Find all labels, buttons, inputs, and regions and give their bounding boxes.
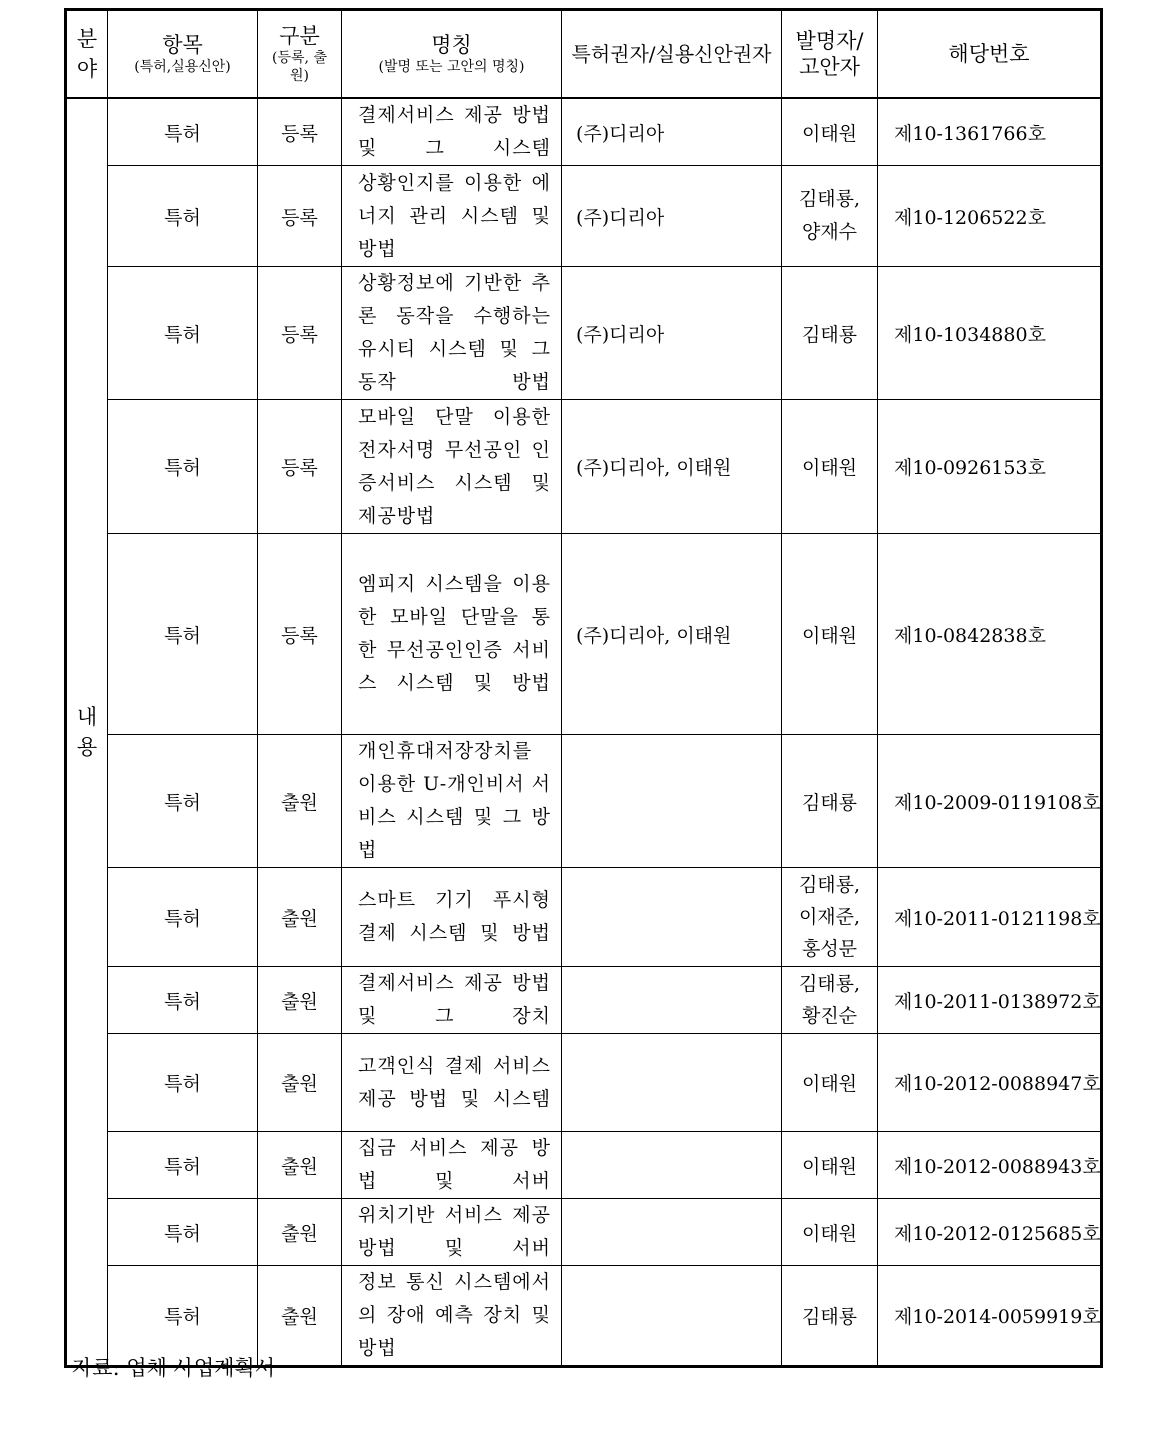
inventor-cell: 이태원 [782, 1132, 878, 1199]
number-cell: 제10-0926153호 [878, 400, 1102, 534]
number-cell: 제10-1206522호 [878, 166, 1102, 267]
header-number [878, 10, 1102, 99]
holder-cell [562, 1132, 782, 1199]
holder-cell: (주)디리아 [562, 267, 782, 400]
table-row [66, 534, 1102, 735]
item-cell: 특허 [108, 967, 258, 1034]
inventor-cell [782, 967, 878, 1034]
name-cell: 개인휴대저장장치를 이용한 U-개인비서 서비스 시스템 및 그 방법 [342, 735, 562, 868]
table-row [66, 1034, 1102, 1132]
header-field-label: 분야 [76, 27, 98, 81]
name-cell: 정보 통신 시스템에서의 장애 예측 장치 및 방법 [342, 1266, 562, 1367]
item-cell: 특허 [108, 267, 258, 400]
source-note: 자료: 업체 사업계획서 [72, 1356, 275, 1380]
holder-cell: (주)디리아, 이태원 [562, 534, 782, 735]
item-cell: 특허 [108, 735, 258, 868]
table-row [66, 400, 1102, 534]
inventor-cell [782, 166, 878, 267]
patent-table [64, 8, 1103, 1368]
type-cell: 등록 [258, 400, 342, 534]
number-cell: 제10-2012-0088947호 [878, 1034, 1102, 1132]
inventor-cell: 이태원 [782, 98, 878, 166]
item-cell: 특허 [108, 534, 258, 735]
field-cell [66, 98, 108, 1367]
number-cell: 제10-2014-0059919호 [878, 1266, 1102, 1367]
holder-cell [562, 1034, 782, 1132]
table-row [66, 98, 1102, 166]
table-row [66, 1199, 1102, 1266]
header-field [66, 10, 108, 99]
header-name [342, 10, 562, 99]
number-cell: 제10-2011-0121198호 [878, 868, 1102, 967]
item-cell: 특허 [108, 166, 258, 267]
inventor-cell: 김태룡 [782, 267, 878, 400]
holder-cell [562, 967, 782, 1034]
item-cell: 특허 [108, 1132, 258, 1199]
inventor-cell: 이태원 [782, 1199, 878, 1266]
number-cell: 제10-0842838호 [878, 534, 1102, 735]
header-item [108, 10, 258, 99]
type-cell: 등록 [258, 166, 342, 267]
header-item-label: 항목 [162, 33, 203, 57]
number-cell: 제10-2011-0138972호 [878, 967, 1102, 1034]
inventor-cell: 김태룡 [782, 735, 878, 868]
holder-cell [562, 1266, 782, 1367]
patent-table-container [64, 8, 1100, 1368]
table-row [66, 166, 1102, 267]
type-cell: 출원 [258, 1132, 342, 1199]
type-cell: 출원 [258, 967, 342, 1034]
type-cell: 등록 [258, 534, 342, 735]
holder-cell: (주)디리아, 이태원 [562, 400, 782, 534]
header-holder-label: 특허권자/실용신안권자 [571, 42, 772, 66]
name-cell: 상황정보에 기반한 추론 동작을 수행하는 유시티 시스템 및 그 동작 방법 [342, 267, 562, 400]
type-cell: 출원 [258, 868, 342, 967]
inventor-cell: 이태원 [782, 1034, 878, 1132]
table-row [66, 735, 1102, 868]
holder-cell [562, 1199, 782, 1266]
type-cell: 출원 [258, 735, 342, 868]
header-row [66, 10, 1102, 99]
number-cell: 제10-2009-0119108호 [878, 735, 1102, 868]
item-cell: 특허 [108, 1199, 258, 1266]
header-holder [562, 10, 782, 99]
header-type-label: 구분 [279, 24, 320, 48]
header-name-sub: (발명 또는 고안의 명칭) [378, 59, 525, 75]
number-cell: 제10-1034880호 [878, 267, 1102, 400]
name-cell: 고객인식 결제 서비스 제공 방법 및 시스템 [342, 1034, 562, 1132]
number-cell: 제10-1361766호 [878, 98, 1102, 166]
header-item-sub: (특허,실용신안) [134, 59, 231, 75]
header-type [258, 10, 342, 99]
item-cell: 특허 [108, 868, 258, 967]
name-cell: 엠피지 시스템을 이용한 모바일 단말을 통한 무선공인인증 서비스 시스템 및 방법 [342, 534, 562, 735]
field-value: 내용 [76, 705, 98, 759]
header-inventor-label: 발명자/ 고안자 [795, 29, 864, 79]
name-cell: 모바일 단말 이용한 전자서명 무선공인 인증서비스 시스템 및 제공방법 [342, 400, 562, 534]
item-cell: 특허 [108, 1034, 258, 1132]
holder-cell: (주)디리아 [562, 166, 782, 267]
table-row [66, 967, 1102, 1034]
name-cell: 상황인지를 이용한 에너지 관리 시스템 및 방법 [342, 166, 562, 267]
type-cell: 등록 [258, 98, 342, 166]
inventor-text: 김태룡, 황진순 [798, 973, 861, 1027]
name-cell: 위치기반 서비스 제공 방법 및 서버 [342, 1199, 562, 1266]
holder-cell [562, 868, 782, 967]
header-inventor [782, 10, 878, 99]
item-cell: 특허 [108, 400, 258, 534]
inventor-cell: 김태룡 [782, 1266, 878, 1367]
header-name-label: 명칭 [431, 33, 472, 57]
number-cell: 제10-2012-0125685호 [878, 1199, 1102, 1266]
inventor-cell: 이태원 [782, 400, 878, 534]
type-cell: 출원 [258, 1199, 342, 1266]
inventor-cell: 이태원 [782, 534, 878, 735]
type-cell: 출원 [258, 1034, 342, 1132]
name-cell: 스마트 기기 푸시형 결제 시스템 및 방법 [342, 868, 562, 967]
number-cell: 제10-2012-0088943호 [878, 1132, 1102, 1199]
table-row [66, 868, 1102, 967]
item-cell: 특허 [108, 1266, 258, 1367]
name-cell: 집금 서비스 제공 방법 및 서버 [342, 1132, 562, 1199]
type-cell: 출원 [258, 1266, 342, 1367]
name-cell: 결제서비스 제공 방법 및 그 시스템 [342, 98, 562, 166]
table-row [66, 1132, 1102, 1199]
holder-cell: (주)디리아 [562, 98, 782, 166]
holder-cell [562, 735, 782, 868]
table-row [66, 267, 1102, 400]
inventor-text: 김태룡, 이재준, 홍성문 [798, 874, 861, 960]
inventor-text: 김태룡, 양재수 [798, 188, 861, 243]
item-cell: 특허 [108, 98, 258, 166]
header-number-label: 해당번호 [948, 42, 1030, 66]
header-type-sub: (등록, 출원) [272, 50, 327, 84]
type-cell: 등록 [258, 267, 342, 400]
inventor-cell [782, 868, 878, 967]
name-cell: 결제서비스 제공 방법 및 그 장치 [342, 967, 562, 1034]
